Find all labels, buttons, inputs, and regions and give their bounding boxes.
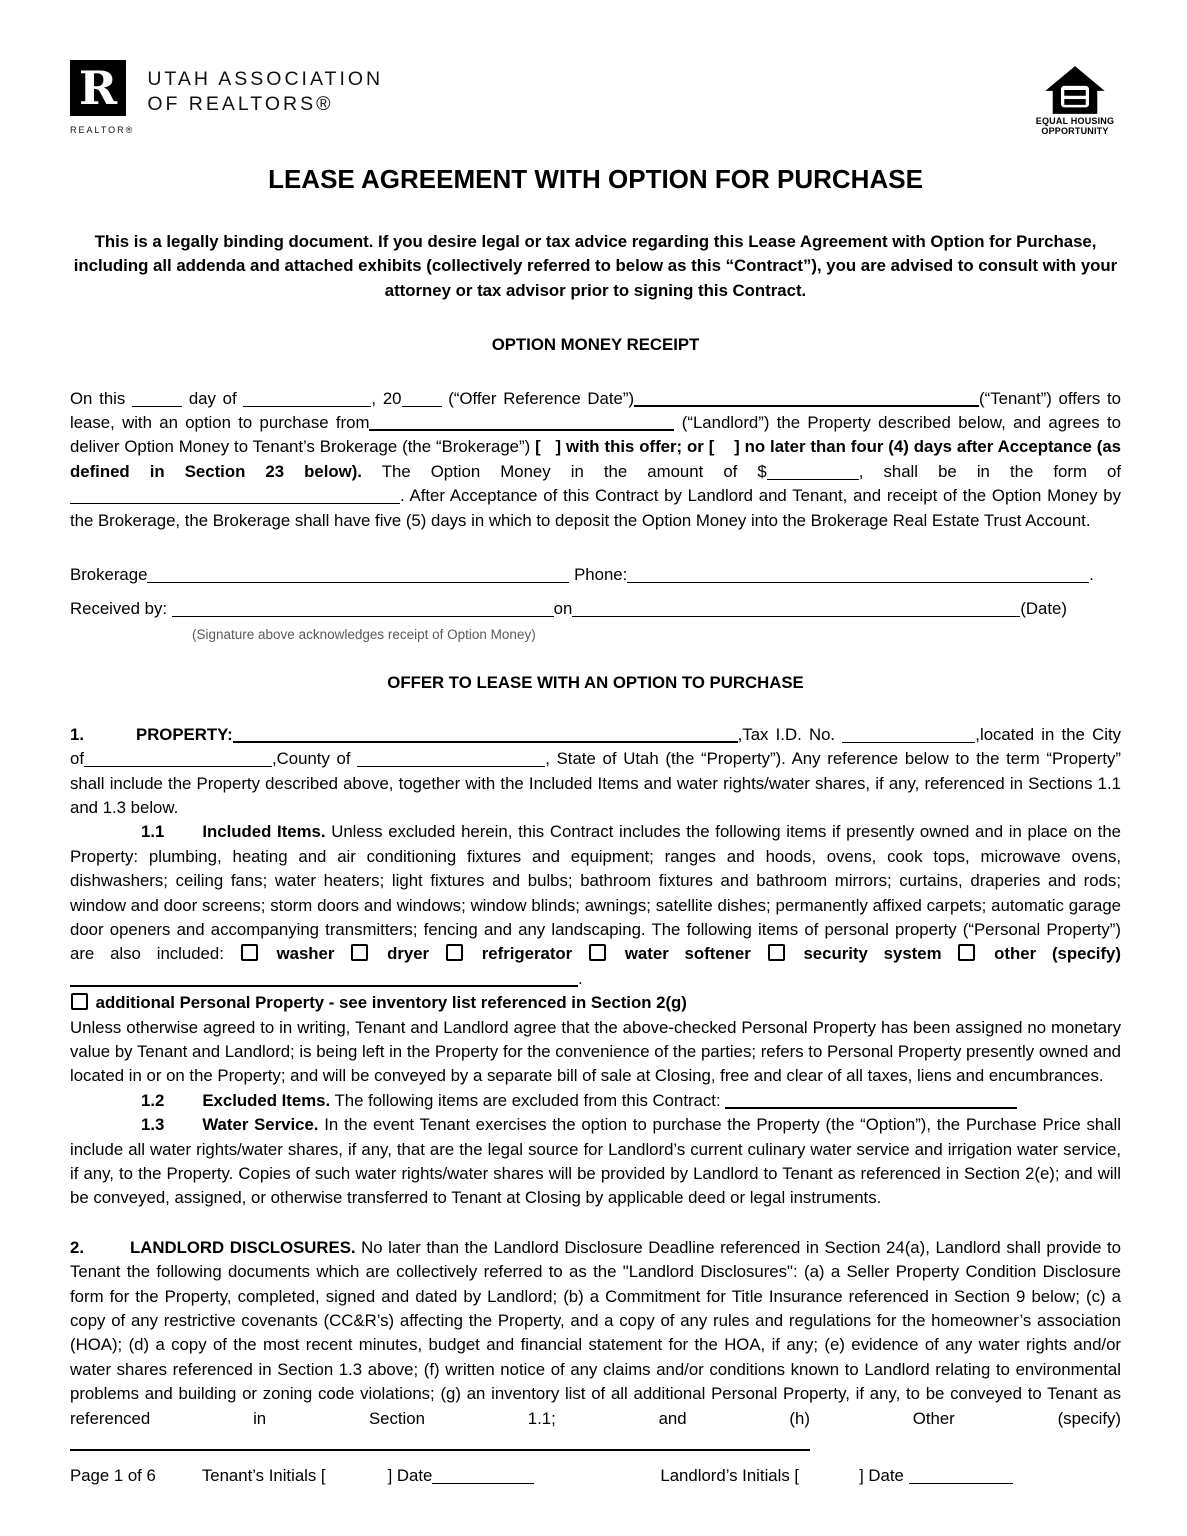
text-segment: 1.1 (141, 822, 165, 842)
checkbox-refrigerator[interactable] (446, 944, 463, 961)
blank-tenant-name[interactable] (634, 405, 979, 407)
blank-disclosures-other-specify[interactable] (70, 1449, 810, 1451)
blank-brokerage-phone[interactable] (627, 582, 1089, 583)
blank-received-by-signature[interactable] (172, 616, 554, 617)
text-segment: 1.2 (141, 1090, 165, 1110)
blank-tax-id[interactable] (842, 742, 975, 743)
section-1-property-paragraph: 1. PROPERTY: ,Tax I.D. No. ,located in the City of ,County of , State of Utah (the “Property”). Any reference below to the term “Property” shall include the Property described above, together with the Included Items and water rights/water shares, if any, referenced in Sections 1.1 and 1.3 below. (70, 724, 1122, 817)
equal-housing-label (1036, 117, 1114, 136)
text-segment: refrigerator (465, 944, 589, 964)
blank-city[interactable] (84, 766, 272, 767)
checkbox-dryer[interactable] (351, 944, 368, 961)
realtor-r-badge (70, 60, 134, 142)
blank-landlord-initials-date[interactable] (909, 1483, 1013, 1484)
text-segment: ] Date (387, 1465, 433, 1485)
section-1-2-excluded-items-paragraph: 1.2 Excluded Items. The following items are excluded from this Contract: (70, 1089, 1121, 1113)
blank-excluded-items[interactable] (725, 1107, 1017, 1109)
checkbox-washer[interactable] (241, 944, 258, 961)
text-segment: [ ] with this offer; or [ ] no later than four (4) days after Acceptance (as defined in Section 23 below). (70, 437, 1121, 481)
additional-personal-property-line (70, 991, 1121, 1015)
blank-year[interactable] (402, 406, 442, 407)
blank-day[interactable] (132, 406, 182, 407)
section-1-3-water-service-paragraph: 1.3 Water Service. In the event Tenant exercises the option to purchase the Property (the “Option”), the Purchase Price shall include all water rights/water shares, if any, that are the legal source for Landlord’s current culinary water service and irrigation water service, if any, to the Property. Copies of such water rights/water shares will be provided by Landlord to Tenant as referenced in Section 2(e); and will be conveyed, assigned, or otherwise transferred to Tenant at Closing by applicable deed or legal instruments. (70, 1115, 1121, 1208)
checkbox-security-system[interactable] (768, 944, 785, 961)
checkbox-other[interactable] (958, 944, 975, 961)
blank-landlord-name[interactable] (369, 429, 674, 431)
text-segment: LANDLORD DISCLOSURES. (130, 1237, 356, 1257)
equal-housing-label-line1: EQUAL HOUSING (1035, 116, 1115, 126)
text-segment: washer (260, 944, 351, 964)
blank-other-specify[interactable] (70, 985, 578, 987)
equal-housing-label-line2: OPPORTUNITY (1041, 125, 1109, 136)
blank-option-money-form[interactable] (70, 503, 400, 504)
text-segment: 2. (70, 1237, 84, 1257)
realtor-r-icon: R (70, 60, 126, 116)
option-money-receipt-paragraph: On this day of , 20 (“Offer Reference Date”) (“Tenant”) offers to lease, with an option to purchase from (“Landlord”) the Property described below, and agrees to deliver Option Money to Tenant’s Brokerage (the “Brokerage”) [ ] with this offer; or [ ] no later than four (4) days after Acceptance (as defined in Section 23 below). The Option Money in the amount of $ , shall be in the form of . After Acceptance of this Contract by Landlord and Tenant, and receipt of the Option Money by the Brokerage, the Brokerage shall have five (5) days in which to deposit the Option Money into the Brokerage Real Estate Trust Account. (70, 388, 1122, 530)
option-money-receipt-heading: OPTION MONEY RECEIPT (491, 335, 700, 355)
text-segment: other (specify) (978, 944, 1121, 964)
text-segment: Page 1 of 6 (70, 1465, 156, 1485)
equal-housing-opportunity-logo (1029, 60, 1121, 136)
text-segment: PROPERTY: (136, 724, 233, 744)
org-name-line1: UTAH ASSOCIATION (147, 68, 384, 90)
text-segment: security system (787, 944, 958, 964)
text-segment: 1.3 (141, 1115, 165, 1135)
text-segment: 1. (70, 724, 84, 744)
text-segment: Tenant’s Initials [ (201, 1465, 326, 1485)
page-header (70, 60, 1121, 144)
blank-county[interactable] (357, 766, 545, 767)
blank-property-address[interactable] (233, 741, 738, 743)
blank-option-money-amount[interactable] (767, 479, 859, 480)
section-2-landlord-disclosures-paragraph: 2. LANDLORD DISCLOSURES. No later than the Landlord Disclosure Deadline referenced in Section 24(a), Landlord shall provide to Tenant the following documents which are collectively referred to as the "Landlord Disclosures": (a) a Seller Property Condition Disclosure form for the Property, completed, signed and dated by Landlord; (b) a Commitment for Title Insurance referenced in Section 9 below; (c) a copy of any restrictive covenants (CC&R’s) affecting the Property, and a copy of any rules and regulations for the homeowner’s association (HOA); (d) a copy of the most recent minutes, budget and financial statement for the HOA, if any; (e) evidence of any water rights and/or water shares referenced in Section 1.3 above; (f) written notice of any claims and/or conditions known to Landlord relating to environmental problems and building or zoning code violations; (g) an inventory list of all additional Personal Property, if any, to be conveyed to Tenant as referenced in Section 1.1; and (h) Other (specify) (70, 1236, 1121, 1456)
text-segment: ] Date (859, 1465, 909, 1485)
text-segment: Excluded Items. (202, 1090, 331, 1110)
equal-housing-house-icon (1042, 64, 1108, 116)
checkbox-water-softener[interactable] (589, 944, 606, 961)
received-by-line: Received by: on (Date) (70, 599, 1067, 619)
section-1-1-included-items-paragraph: 1.1 Included Items. Unless excluded herein, this Contract includes the following items if presently owned and in place on the Property: plumbing, heating and air conditioning fixtures and equipment; ranges and hoods, ovens, cook tops, microwave ovens, dishwashers; ceiling fans; water heaters; light fixtures and bulbs; bathroom fixtures and bathroom mirrors; curtains, draperies and rods; window and door screens; storm doors and windows; window blinds; awnings; satellite dishes; permanently affixed carpets; automatic garage door openers and accompanying transmitters; fencing and any landscaping. The following items of personal property (“Personal Property”) are also included: washer dryer refrigerator water softener security system other (specify). (70, 822, 1122, 988)
unless-otherwise-paragraph: Unless otherwise agreed to in writing, Tenant and Landlord agree that the above-checked Personal Property has been assigned no monetary value by Tenant and Landlord; is being left in the Property for the convenience of the parties; refers to Personal Property presently owned and located in or on the Property; and will be conveyed by a separate bill of sale at Closing, free and clear of all taxes, liens and encumbrances. (70, 1017, 1121, 1086)
blank-received-date[interactable] (572, 616, 1020, 617)
brokerage-line: Brokerage Phone: . (70, 565, 1094, 585)
org-name-line2: OF REALTORS® (147, 93, 334, 115)
blank-tenant-initials-date[interactable] (432, 1483, 534, 1484)
document-title: LEASE AGREEMENT WITH OPTION FOR PURCHASE (268, 164, 923, 194)
text-segment: Included Items. (202, 822, 326, 842)
blank-month[interactable] (243, 406, 371, 407)
realtor-mark-label: REALTOR® (70, 125, 135, 135)
checkbox-additional-personal-property[interactable] (71, 993, 88, 1010)
text-segment: dryer (371, 944, 445, 964)
text-segment: Water Service. (202, 1115, 319, 1135)
page-footer (70, 1464, 1121, 1488)
text-segment: water softener (609, 944, 767, 964)
legal-notice: This is a legally binding document. If you desire legal or tax advice regarding this Lease Agreement with Option for Purchase, including all addenda and attached exhibits (collectively referred to below as this “Contract”), you are advised to consult with your attorney or tax advisor prior to signing this Contract. (73, 232, 1118, 300)
offer-to-lease-heading: OFFER TO LEASE WITH AN OPTION TO PURCHASE (387, 673, 804, 693)
signature-note: (Signature above acknowledges receipt of Option Money) (192, 626, 536, 642)
blank-brokerage-name[interactable] (147, 582, 569, 583)
utah-association-of-realtors-logo (70, 60, 383, 142)
text-segment: additional Personal Property - see inventory list referenced in Section 2(g) (91, 993, 687, 1013)
org-name (147, 60, 383, 117)
text-segment: Landlord’s Initials [ (660, 1465, 800, 1485)
